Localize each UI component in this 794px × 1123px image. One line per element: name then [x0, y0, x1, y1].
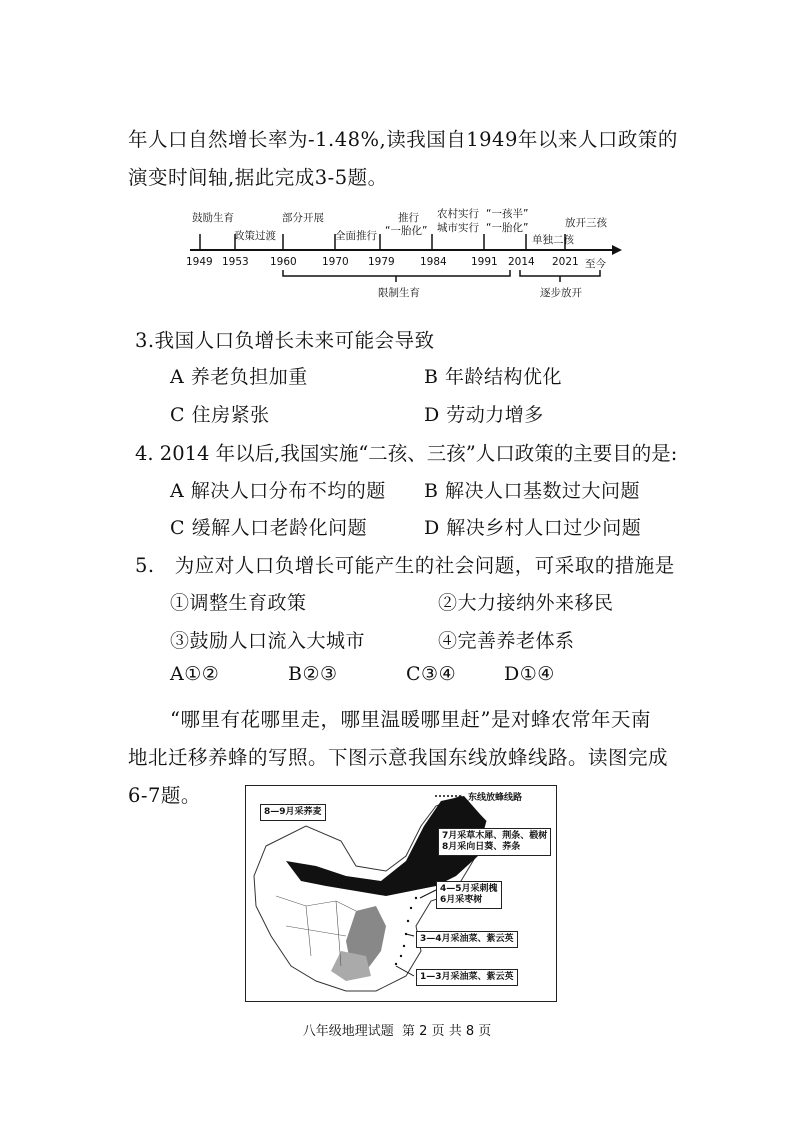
- q5-option-d: D①④: [504, 663, 555, 685]
- map-label-text: 6月采枣树: [440, 895, 483, 905]
- label-transition: 政策过渡: [234, 230, 276, 242]
- year-label: 1979: [368, 256, 395, 268]
- label-one-half: “一孩半”: [486, 208, 529, 220]
- map-label-box-5: [416, 969, 518, 986]
- q5-measure-2: ②大力接纳外来移民: [438, 592, 614, 614]
- timeline-graphic: [0, 0, 794, 310]
- q4-stem: 4. 2014 年以后,我国实施“二孩、三孩”人口政策的主要目的是:: [135, 442, 678, 465]
- q3-option-d: D 劳动力增多: [424, 404, 544, 426]
- year-label: 1949: [186, 256, 213, 268]
- q5-measure-1: ①调整生育政策: [170, 592, 307, 614]
- intro-line-1: 年人口自然增长率为-1.48%,读我国自1949年以来人口政策的: [128, 128, 678, 151]
- year-label: 1991: [471, 256, 498, 268]
- map-label-box-3: [436, 881, 502, 909]
- q4-option-d: D 解决乡村人口过少问题: [424, 517, 642, 539]
- q5-option-c: C③④: [406, 663, 457, 685]
- q3-option-b: B 年龄结构优化: [424, 366, 563, 388]
- q5-stem: 5. 为应对人口负增长可能产生的社会问题，可采取的措施是: [135, 554, 675, 577]
- q5-measure-4: ④完善养老体系: [438, 630, 575, 652]
- map-label-text: 1—3月采油菜、紫云英: [420, 972, 514, 982]
- map-label-box-2: [438, 828, 551, 856]
- year-label: 1970: [322, 256, 349, 268]
- page-footer: 八年级地理试题 第 2 页 共 8 页: [302, 1024, 492, 1039]
- passage-line-3: 6-7题。: [128, 784, 201, 807]
- label-limit: 限制生育: [378, 287, 420, 299]
- map-label-text: 7月采草木犀、荆条、椴树: [442, 831, 548, 841]
- q4-option-c: C 缓解人口老龄化问题: [170, 517, 368, 539]
- label-one-child-1: “一胎化”: [385, 225, 428, 237]
- q5-measure-3: ③鼓励人口流入大城市: [170, 630, 366, 652]
- year-label: 1953: [222, 256, 249, 268]
- label-urban: 城市实行: [437, 222, 479, 234]
- passage-line-2: 地北迁移养蜂的写照。下图示意我国东线放蜂线路。读图完成: [128, 746, 669, 769]
- label-encourage: 鼓励生育: [192, 212, 234, 224]
- map-legend: 东线放蜂线路: [468, 793, 523, 803]
- year-label: 2014: [508, 256, 535, 268]
- policy-timeline: [0, 0, 794, 310]
- q3-option-a: A 养老负担加重: [170, 366, 308, 388]
- label-three: 放开三孩: [565, 217, 607, 229]
- label-rural: 农村实行: [437, 208, 479, 220]
- q5-option-a: A①②: [170, 663, 220, 685]
- map-label-box-1: [260, 804, 326, 821]
- label-promote: 推行: [398, 212, 419, 224]
- q4-option-b: B 解决人口基数过大问题: [424, 480, 641, 502]
- label-full: 全面推行: [335, 230, 377, 242]
- intro-line-2: 演变时间轴,据此完成3-5题。: [128, 166, 388, 189]
- q3-option-c: C 住房紧张: [170, 404, 270, 426]
- map-label-text: 8—9月采荞麦: [264, 807, 322, 817]
- q3-stem: 3.我国人口负增长未来可能会导致: [135, 329, 435, 352]
- q5-option-b: B②③: [288, 663, 338, 685]
- q4-option-a: A 解决人口分布不均的题: [170, 480, 386, 502]
- map-label-box-4: [416, 931, 518, 948]
- label-single-two: 单独二孩: [532, 234, 574, 246]
- passage-line-1: “哪里有花哪里走，哪里温暖哪里赶”是对蜂农常年天南: [170, 708, 651, 731]
- label-gradual: 逐步放开: [540, 287, 582, 299]
- year-label: 1984: [420, 256, 447, 268]
- year-label: 1960: [270, 256, 297, 268]
- map-label-text: 4—5月采刺槐: [440, 884, 498, 894]
- beekeeping-route-map: [245, 785, 557, 1002]
- year-label: 2021: [552, 256, 579, 268]
- label-one-child-2: “一胎化”: [486, 222, 529, 234]
- year-label: 至今: [585, 258, 606, 270]
- map-label-text: 3—4月采油菜、紫云英: [420, 934, 514, 944]
- label-partial: 部分开展: [282, 212, 324, 224]
- map-label-text: 8月采向日葵、荞条: [442, 842, 521, 852]
